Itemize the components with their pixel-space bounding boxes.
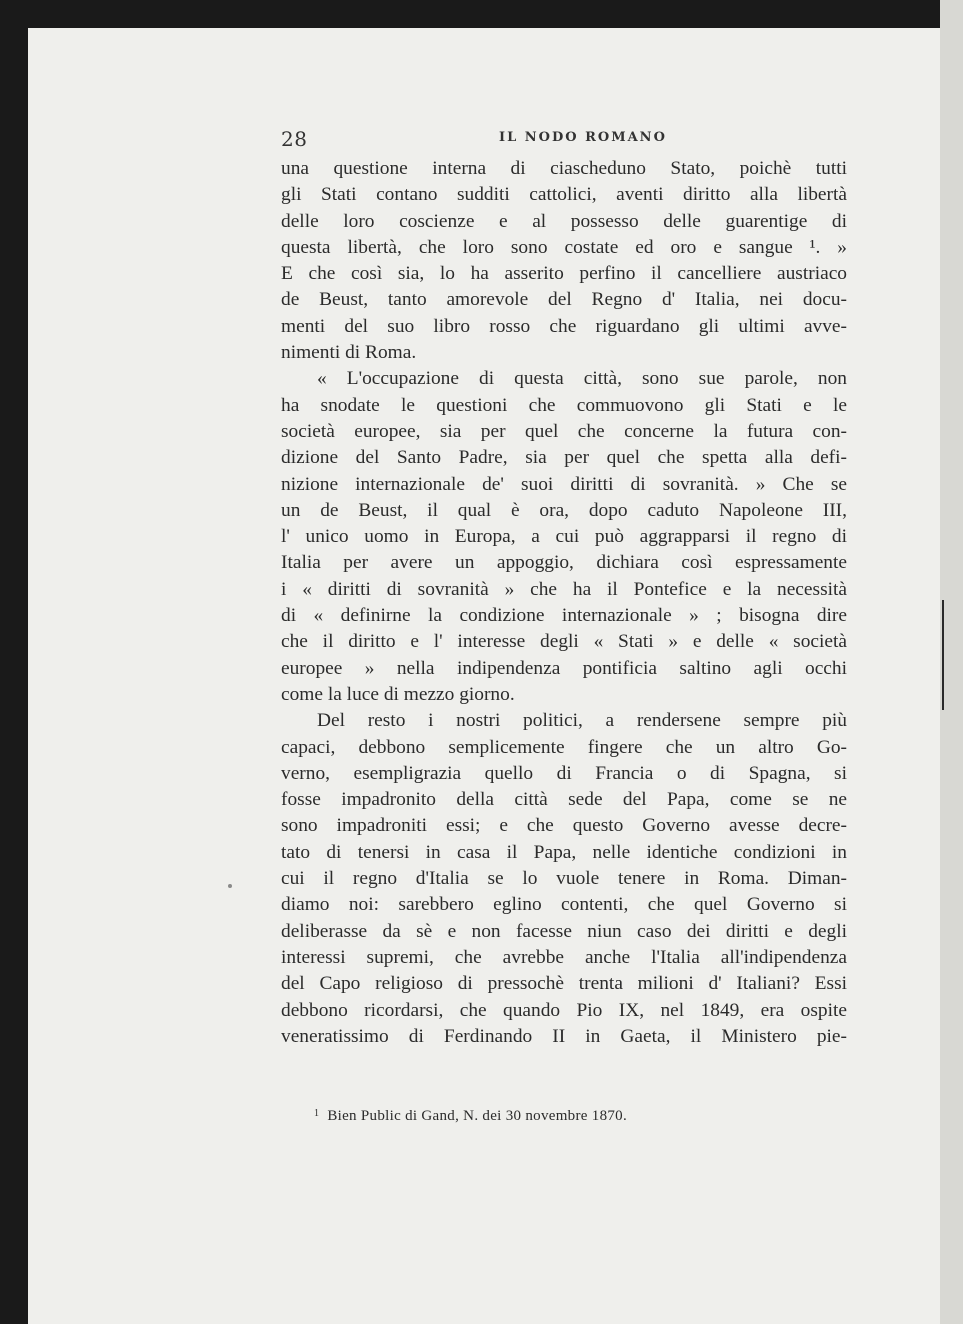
text-line: Del resto i nostri politici, a rendersene sempre più (317, 710, 847, 732)
running-head: IL NODO ROMANO (499, 130, 667, 145)
text-line: l' unico uomo in Europa, a cui può aggrapparsi il regno di (281, 526, 847, 548)
text-line: capaci, debbono semplicemente fingere che un altro Go- (281, 736, 847, 758)
text-line: sono impadroniti essi; e che questo Governo avesse decre- (281, 815, 847, 837)
text-line: interessi supremi, che avrebbe anche l'Italia all'indipendenza (281, 946, 847, 968)
text-line: veneratissimo di Ferdinando II in Gaeta, il Ministero pie- (281, 1025, 847, 1047)
text-line: fosse impadronito della città sede del Papa, come se ne (281, 789, 847, 811)
text-line: che il diritto e l' interesse degli « Stati » e delle « società (281, 631, 847, 653)
page-number: 28 (281, 127, 308, 151)
stray-mark (228, 884, 232, 888)
text-line: cui il regno d'Italia se lo vuole tenere in Roma. Diman- (281, 868, 847, 890)
page-header (281, 123, 847, 153)
footnote (314, 1108, 834, 1125)
text-line: i « diritti di sovranità » che ha il Pontefice e la necessità (281, 578, 847, 600)
text-line: del Capo religioso di pressochè trenta milioni d' Italiani? Essi (281, 973, 847, 995)
text-line: dizione del Santo Padre, sia per quel che spetta alla defi- (281, 447, 847, 469)
text-line: nimenti di Roma. (281, 342, 417, 364)
text-line: tato di tenersi in casa il Papa, nelle identiche condizioni in (281, 841, 847, 863)
text-line: nizione internazionale de' suoi diritti di sovranità. » Che se (281, 473, 847, 495)
text-line: delle loro coscienze e al possesso delle guarentige di (281, 210, 847, 232)
text-line: europee » nella indipendenza pontificia saltino agli occhi (281, 657, 847, 679)
text-line: deliberasse da sè e non facesse niun caso dei diritti e degli (281, 920, 847, 942)
text-line: una questione interna di ciascheduno Stato, poichè tutti (281, 158, 847, 179)
binding-mark (942, 600, 944, 710)
text-line: de Beust, tanto amorevole del Regno d' Italia, nei docu- (281, 289, 847, 311)
text-line: come la luce di mezzo giorno. (281, 683, 515, 705)
text-line: verno, esempligrazia quello di Francia o di Spagna, si (281, 762, 847, 784)
footnote-marker: 1 (314, 1108, 320, 1119)
body-text (281, 156, 847, 1050)
text-line: menti del suo libro rosso che riguardano gli ultimi avve- (281, 315, 847, 337)
text-line: diamo noi: sarebbero eglino contenti, che quel Governo si (281, 894, 847, 916)
text-line: un de Beust, il qual è ora, dopo caduto Napoleone III, (281, 499, 847, 521)
text-line: di « definirne la condizione internazionale » ; bisogna dire (281, 605, 847, 627)
text-line: E che così sia, lo ha asserito perfino il cancelliere austriaco (281, 263, 847, 285)
text-line: ha snodate le questioni che commuovono gli Stati e le (281, 394, 847, 416)
text-line: debbono ricordarsi, che quando Pio IX, nel 1849, era ospite (281, 999, 847, 1021)
text-line: questa libertà, che loro sono costate ed oro e sangue ¹. » (281, 236, 847, 258)
text-line: Italia per avere un appoggio, dichiara così espressamente (281, 552, 847, 574)
text-line: « L'occupazione di questa città, sono sue parole, non (317, 368, 847, 390)
text-line: gli Stati contano sudditi cattolici, aventi diritto alla libertà (281, 184, 847, 206)
text-line: società europee, sia per quel che concerne la futura con- (281, 420, 847, 442)
footnote-text: Bien Public di Gand, N. dei 30 novembre 1870. (327, 1108, 628, 1124)
